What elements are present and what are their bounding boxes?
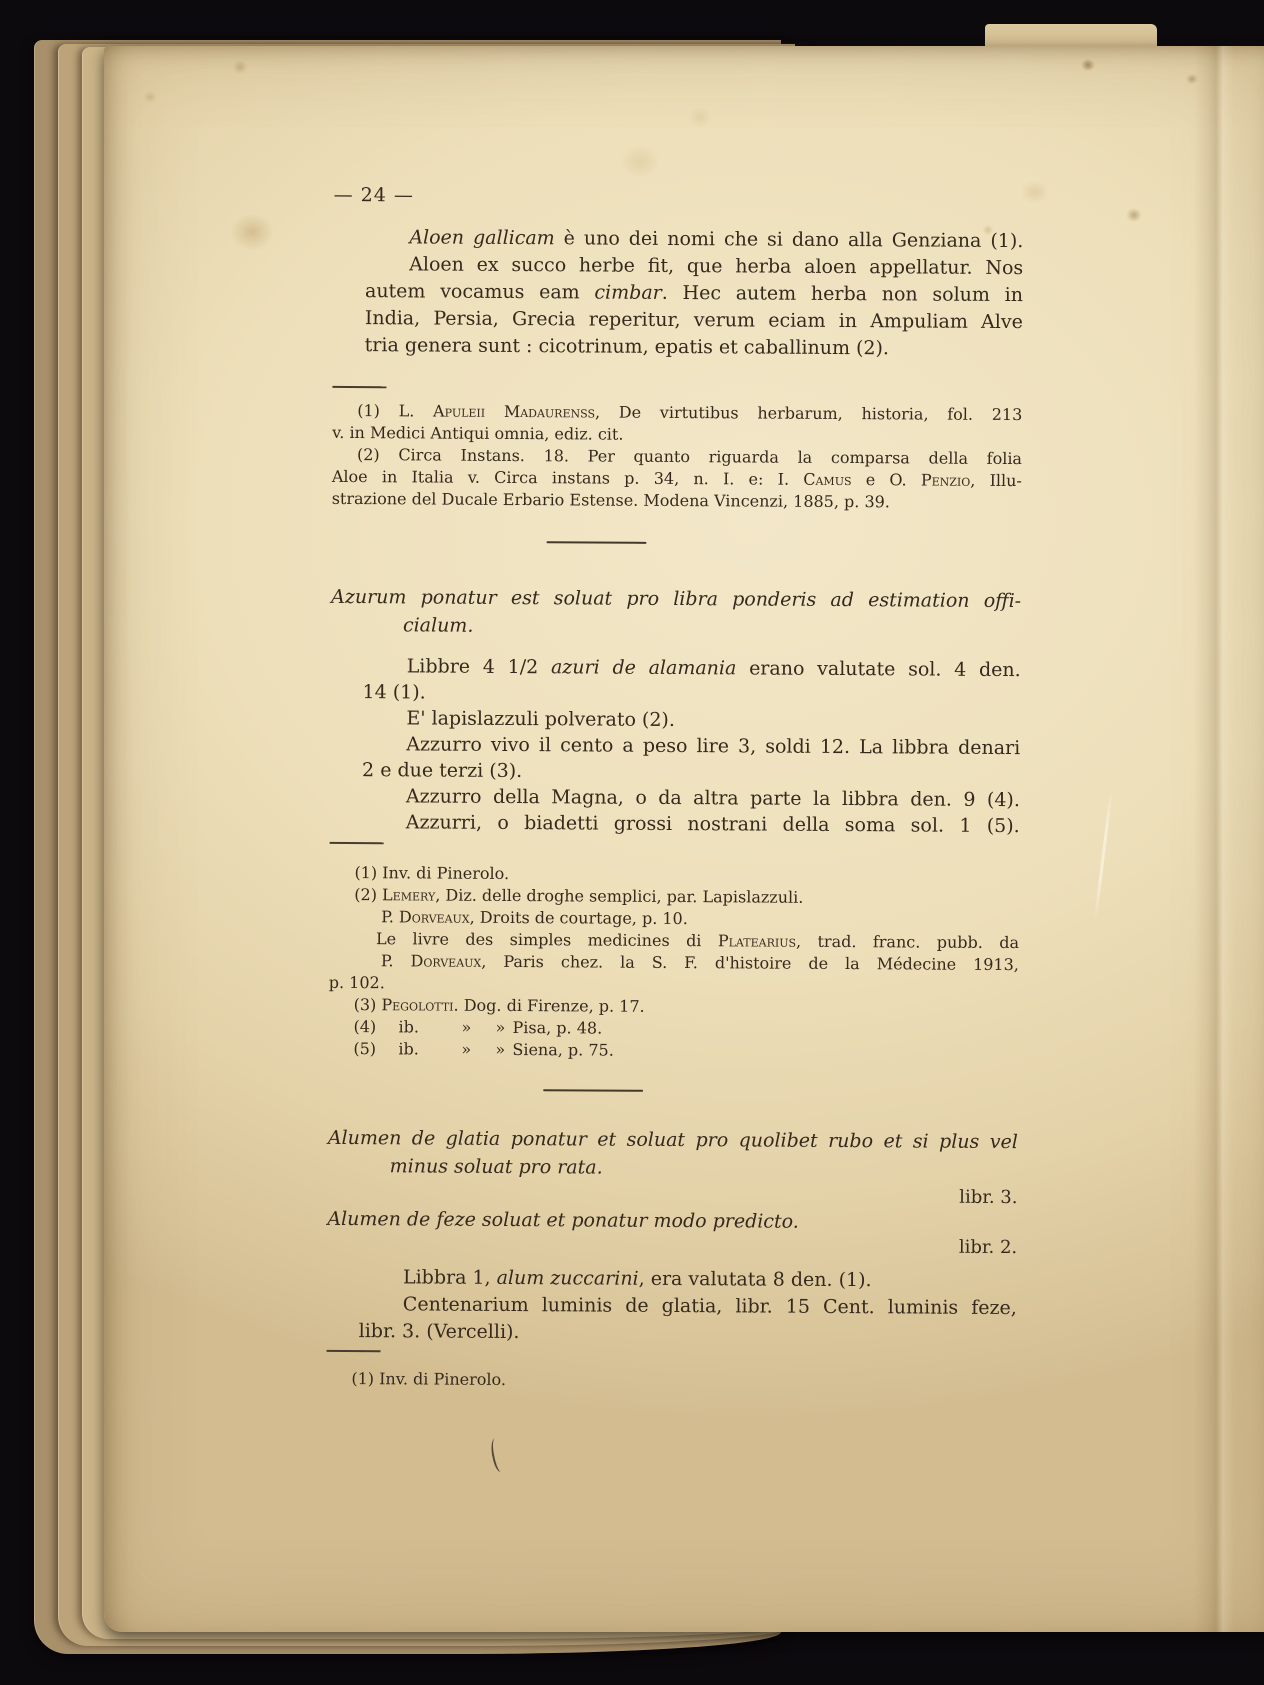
text-line: Azzurro vivo il cento a peso lire 3, soldi 12. La libbra denari: [406, 733, 1021, 760]
text-run: (1) L.: [357, 401, 434, 421]
value-libr-2: libr. 2.: [958, 1236, 1018, 1259]
pen-mark: [488, 1437, 508, 1473]
text-line: Alumen de glatia ponatur et soluat pro quolibet rubo et si plus vel: [327, 1126, 1018, 1154]
text-line: cialum.: [402, 614, 474, 637]
text-line: [359, 1264, 1017, 1295]
text-run: »: [461, 1017, 472, 1037]
footnote-line: [328, 1038, 1018, 1064]
text-run: Siena, p. 75.: [512, 1040, 614, 1060]
heading-alumen-feze: [327, 1205, 1017, 1237]
text-line: Alumen de feze soluat et ponatur modo predicto.: [327, 1207, 799, 1233]
page-crease: [1194, 46, 1234, 1632]
text-run: (3): [353, 995, 382, 1015]
footnote-rule: [330, 842, 384, 844]
text-run: è uno dei nomi che si dano alla Genziana (1).: [554, 227, 1024, 253]
text-run: ib.: [398, 1017, 420, 1037]
text-run-smallcaps: Dorveaux: [398, 907, 470, 927]
text-run-italic: alum zuccarini: [496, 1266, 639, 1290]
text-run: , trad. franc. pubb. da: [795, 931, 1020, 953]
text-run-italic: azuri de alamania: [550, 656, 737, 680]
text-run-smallcaps: Lemery: [382, 885, 436, 905]
text-line: 14 (1).: [362, 681, 426, 704]
text-line: [365, 278, 1023, 309]
text-run-smallcaps: Platearius: [717, 931, 797, 951]
text-run-smallcaps: Apuleii Madaurenss: [433, 401, 596, 422]
text-line: Azurum ponatur est soluat pro libra ponderis ad estimation offi-: [331, 585, 1022, 613]
text-run: . Dog. di Firenze, p. 17.: [453, 995, 645, 1016]
text-line: India, Persia, Grecia reperitur, verum eciam in Ampuliam Alve: [364, 307, 1023, 334]
text-run: . Hec autem herba non solum in: [661, 281, 1024, 307]
footnote-rule: [327, 1350, 381, 1352]
text-run-smallcaps: Pegolotti: [381, 995, 454, 1015]
text-line: 2 e due terzi (3).: [362, 759, 523, 783]
text-line: libr. 3. (Vercelli).: [358, 1320, 520, 1344]
text-run: , era valutata 8 den. (1).: [638, 1267, 872, 1292]
text-run: »: [461, 1039, 472, 1059]
text-run: (4): [353, 1017, 377, 1037]
text-run: , Diz. delle droghe semplici, par. Lapislazzuli.: [435, 885, 804, 907]
text-run: (5): [353, 1039, 377, 1059]
text-run: Libbra 1,: [402, 1266, 497, 1289]
value-libr-3: libr. 3.: [959, 1186, 1018, 1209]
text-run: Pisa, p. 48.: [512, 1018, 603, 1038]
book-page: [104, 46, 1264, 1632]
section-separator: [546, 541, 646, 544]
text-run: , De virtutibus herbarum, historia, fol. 213: [594, 402, 1023, 425]
footnote-line: strazione del Ducale Erbario Estense. Modena Vincenzi, 1885, p. 39.: [331, 488, 890, 512]
text-run: erano valutate sol. 4 den.: [736, 657, 1021, 682]
heading-alumen-glatia: [328, 1124, 1018, 1184]
paragraphs-alumen: [327, 1264, 1017, 1349]
text-run-smallcaps: Penzio: [920, 470, 971, 490]
footnote-line: p. 102.: [328, 972, 385, 993]
text-run: , Droits de courtage, p. 10.: [469, 907, 688, 929]
heading-azurum: [331, 583, 1021, 643]
text-line: Azzurri, o biadetti grossi nostrani della soma sol. 1 (5).: [405, 811, 1020, 838]
text-line: minus soluat pro rata.: [389, 1155, 603, 1179]
section-separator: [543, 1089, 643, 1092]
footnotes-block-2: [328, 862, 1019, 1064]
paragraph-aloen: [333, 224, 1024, 363]
text-line: [363, 653, 1021, 683]
text-run: »: [495, 1017, 506, 1037]
text-line: Azzurro della Magna, o da altra parte la libbra den. 9 (4).: [405, 785, 1020, 812]
text-line: tria genera sunt : cicotrinum, epatis et caballinum (2).: [364, 334, 890, 360]
text-run-italic: Aloen gallicam: [409, 226, 555, 250]
text-run: Libbre 4 1/2: [406, 655, 552, 679]
paragraphs-azurum: [330, 653, 1021, 839]
text-run: Le livre des simples medicines di: [376, 929, 718, 951]
text-run: Aloe in Italia v. Circa instans p. 34, n. I. e: I.: [331, 466, 804, 489]
footnotes-block-1: [332, 400, 1023, 514]
text-run: , Illu-: [970, 470, 1022, 491]
text-run: P.: [380, 951, 411, 971]
text-run: P.: [381, 907, 399, 927]
text-run: »: [495, 1039, 506, 1059]
text-line: Aloen ex succo herbe fit, que herba aloen appellatur. Nos: [409, 253, 1024, 280]
footnote-line: (1) Inv. di Pinerolo.: [351, 1369, 507, 1389]
text-run: , Paris chez. la S. F. d'histoire de la Médecine 1913,: [481, 951, 1019, 975]
text-line: E' lapislazzuli polverato (2).: [406, 707, 675, 731]
footnote-line: v. in Medici Antiqui omnia, ediz. cit.: [332, 422, 624, 444]
text-run: e O.: [851, 470, 921, 490]
footnote-line: (1) Inv. di Pinerolo.: [354, 863, 510, 883]
footnote-line: [381, 950, 1019, 976]
paper-crack: [1094, 788, 1113, 919]
text-run: autem vocamus eam: [364, 280, 595, 304]
text-run-italic: cimbar: [594, 281, 662, 304]
footnote-rule: [332, 386, 386, 388]
text-line: Centenarium luminis de glatia, libr. 15 Cent. luminis feze,: [402, 1293, 1017, 1320]
page-content: [326, 180, 1023, 1394]
page-number: — 24 —: [333, 183, 414, 207]
text-run-smallcaps: Dorveaux: [410, 951, 482, 971]
footnote-line: (2) Circa Instans. 18. Per quanto riguarda la comparsa della folia: [356, 445, 1023, 469]
text-line: [365, 224, 1023, 255]
footnotes-block-3: [326, 1368, 1016, 1394]
text-run: (2): [354, 885, 383, 905]
text-run: ib.: [398, 1039, 419, 1059]
text-run-smallcaps: Camus: [803, 469, 852, 490]
